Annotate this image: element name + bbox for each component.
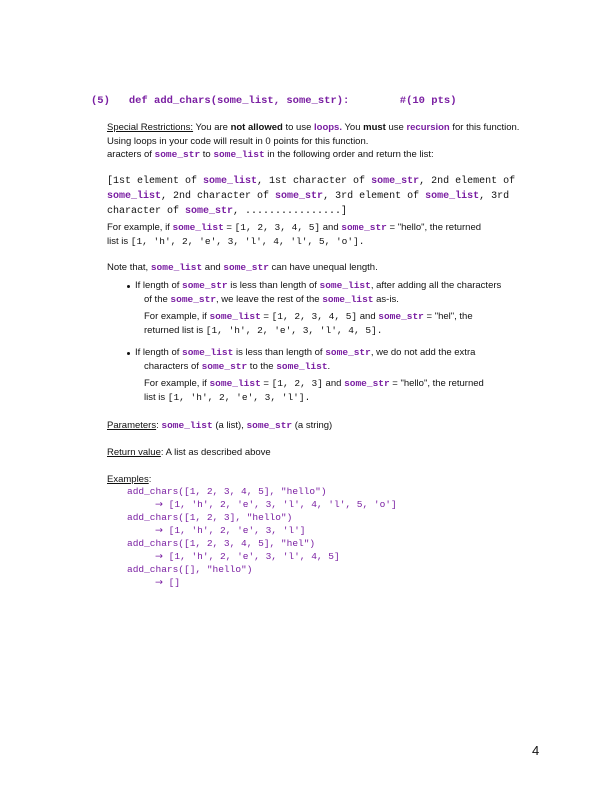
- bullet2-example-line-1: For example, if some_list = [1, 2, 3] and some_str = "hello", the returned: [144, 378, 484, 389]
- problem-header: [91, 95, 457, 107]
- parameters-label: Parameters: [107, 420, 157, 431]
- example-result-1: → [1, 'h', 2, 'e', 3, 'l', 4, 'l', 5, 'o']: [155, 499, 397, 510]
- return-value-label: Return value: [107, 447, 161, 458]
- arrow-icon: →: [155, 551, 163, 562]
- restrictions-line-3: aracters of some_str to some_list in the following order and return the list:: [107, 149, 434, 160]
- arrow-icon: →: [155, 577, 163, 588]
- example-call-3: add_chars([1, 2, 3, 4, 5], "hel"): [127, 538, 316, 549]
- bullet2-line-1: If length of some_list is less than length of some_str, we do not add the extra: [135, 347, 476, 358]
- function-signature: def add_chars(some_list, some_str):: [128, 95, 350, 107]
- main-example-line-1: For example, if some_list = [1, 2, 3, 4, 5] and some_str = "hello", the returned: [107, 222, 482, 233]
- order-description: [1st element of some_list, 1st character of some_str, 2nd element of some_list, 2nd character of some_str, 3rd element of some_list, 3rd character of some_str, ................]: [107, 176, 516, 217]
- note-line: Note that, some_list and some_str can have unequal length.: [107, 262, 378, 273]
- bullet1-example-line-2: returned list is [1, 'h', 2, 'e', 3, 'l', 4, 5].: [144, 325, 383, 336]
- bullet1-line-2: of the some_str, we leave the rest of the some_list as-is.: [144, 294, 399, 305]
- points-label: #(10 pts): [399, 95, 457, 107]
- bullet-dot-2: [127, 352, 130, 355]
- example-result-4: → []: [155, 577, 181, 588]
- bullet1-example-line-1: For example, if some_list = [1, 2, 3, 4, 5] and some_str = "hel", the: [144, 311, 473, 322]
- bullet2-example-line-2: list is [1, 'h', 2, 'e', 3, 'l'].: [144, 392, 311, 403]
- page-number: 4: [532, 743, 540, 758]
- restrictions-line-2: Using loops in your code will result in 0 points for this function.: [107, 136, 369, 147]
- examples-heading: Examples:: [107, 474, 152, 485]
- arrow-icon: →: [155, 525, 163, 536]
- example-result-2: → [1, 'h', 2, 'e', 3, 'l']: [155, 525, 306, 536]
- example-result-3: → [1, 'h', 2, 'e', 3, 'l', 4, 5]: [155, 551, 340, 562]
- main-example-line-2: list is [1, 'h', 2, 'e', 3, 'l', 4, 'l', 5, 'o'].: [107, 236, 365, 247]
- restrictions-label: Special Restrictions:: [107, 122, 194, 133]
- problem-number: (5): [91, 95, 110, 107]
- restrictions-line-1: Special Restrictions: You are not allowed to use loops. You must use recursion for this function.: [107, 122, 520, 133]
- bullet-dot-1: [127, 285, 130, 288]
- parameters-line: Parameters: some_list (a list), some_str (a string): [107, 420, 333, 431]
- example-call-1: add_chars([1, 2, 3, 4, 5], "hello"): [127, 486, 327, 497]
- example-call-4: add_chars([], "hello"): [127, 564, 253, 575]
- arrow-icon: →: [155, 499, 163, 510]
- return-value-line: Return value: A list as described above: [107, 447, 271, 458]
- bullet1-line-1: If length of some_str is less than length of some_list, after adding all the characters: [135, 280, 502, 291]
- example-call-2: add_chars([1, 2, 3], "hello"): [127, 512, 293, 523]
- bullet2-line-2: characters of some_str to the some_list.: [144, 361, 331, 372]
- examples-list: [127, 485, 397, 589]
